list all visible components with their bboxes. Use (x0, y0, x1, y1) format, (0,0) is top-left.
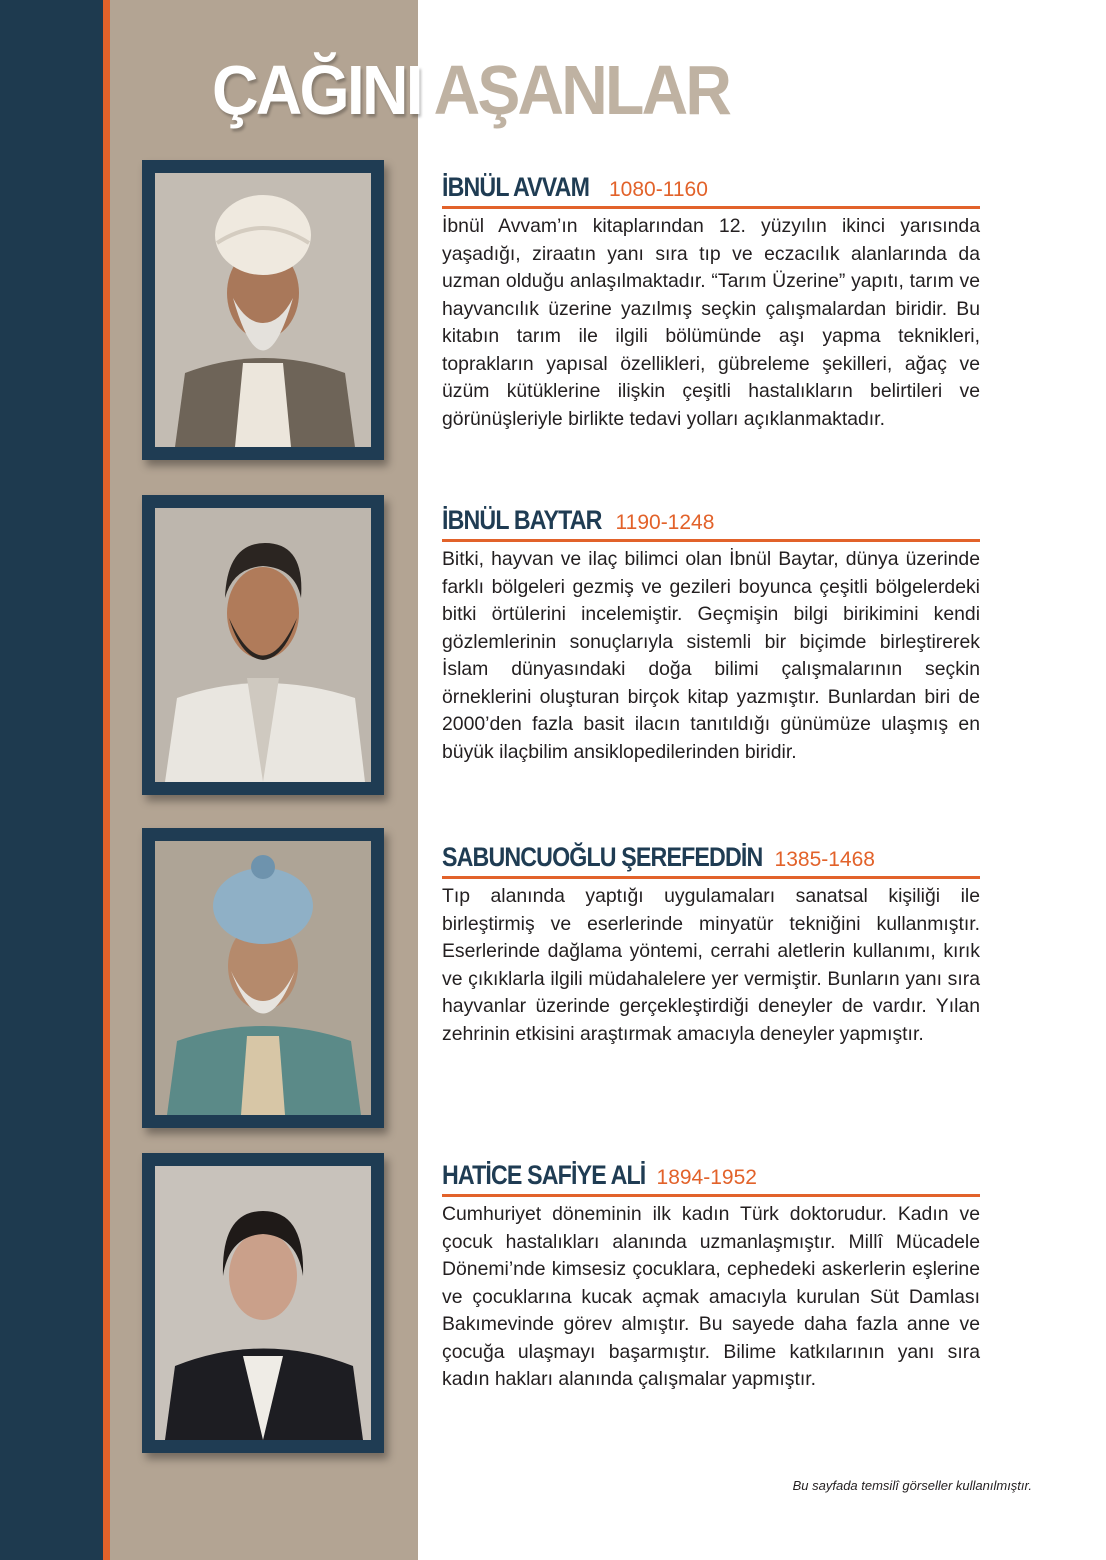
entry-text: Cumhuriyet döneminin ilk kadın Türk doktorudur. Kadın ve çocuk hastalıkları alanında uzmanlaşmıştır. Millî Mücadele Dönemi’nde kimsesiz çocuklara, cephedeki askerlerin eşlerine ve çocuklarına kucak açmak amacıyla kurulan Süt Damlası Bakımevinde görev almıştır. Bu sayede daha fazla anne ve çocuğa ulaşmayı başarmıştır. Bilime katkılarının yanı sıra kadın hakları alanında çalışmalar yapmıştır. (442, 1203, 980, 1390)
title-word-2: AŞANLAR (433, 51, 730, 129)
entry-name: İBNÜL BAYTAR (442, 505, 602, 535)
entry-heading (442, 505, 980, 542)
entry-years: 1190-1248 (615, 511, 715, 534)
left-dark-strip (0, 0, 103, 1560)
entry-name: SABUNCUOĞLU ŞEREFEDDİN (442, 842, 763, 872)
entry-name: İBNÜL AVVAM (442, 172, 590, 202)
portrait-frame-sabuncuoglu (142, 828, 384, 1128)
entry-years: 1894-1952 (656, 1166, 757, 1189)
portrait-ibnul-baytar (155, 508, 371, 782)
page-title (212, 50, 729, 130)
entry-heading (442, 172, 980, 209)
entry-name: HATİCE SAFİYE ALİ (442, 1160, 646, 1190)
portrait-frame-ibnul-avvam (142, 160, 384, 460)
footnote: Bu sayfada temsilî görseller kullanılmıştır. (792, 1478, 1032, 1493)
portrait-hatice-safiye-ali (155, 1166, 371, 1440)
left-accent-strip (103, 0, 110, 1560)
entry-heading (442, 1160, 980, 1197)
entry-text: Bitki, hayvan ve ilaç bilimci olan İbnül Baytar, dünya üzerinde farklı bölgeleri gezmiş ve gezileri boyunca çeşitli bölgelerdeki bitki örtülerini incelemiştir. Geçmişin bilgi birikimini kendi gözlemlerinin sonuçlarıyla sistemli bir biçimde birleştirerek İslam dünyasındaki doğa bilimi çalışmalarının seçkin örneklerini oluşturan birçok kitap yazmıştır. Bunlardan biri de 2000’den fazla basit ilacın tanıtıldığı günümüze ulaşmış en büyük ilaçbilim ansiklopedilerinden biridir. (442, 548, 980, 763)
entry-hatice-safiye-ali (442, 1160, 980, 1413)
entry-ibnul-avvam (442, 172, 980, 452)
entry-text: İbnül Avvam’ın kitaplarından 12. yüzyılın ikinci yarısında yaşadığı, ziraatın yanı sıra tıp ve eczacılık alanlarında da uzman olduğu anlaşılmaktadır. “Tarım Üzerine” yapıtı, tarım ve hayvancılık üzerine yazılmış seçkin çalışmalardan biridir. Bu kitabın tarım ile ilgili bölümünde aşı yapma teknikleri, toprakların yapısal özellikleri, gübreleme şekilleri, ağaç ve üzüm kütüklerine ilişkin çeşitli hastalıkların belirtileri ve görünüşleriyle birlikte tedavi yolları açıklanmaktadır. (442, 215, 980, 430)
portrait-frame-hatice-safiye-ali (142, 1153, 384, 1453)
entry-text: Tıp alanında yaptığı uygulamaları sanatsal kişiliği ile birleştirmiş ve eserlerinde minyatür tekniğini kullanmıştır. Eserlerinde dağlama yöntemi, cerrahi aletlerin kullanımı, kırık ve çıkıklarla ilgili müdahalelere yer vermiştir. Bunların yanı sıra hayvanlar üzerinde gerçekleştirdiği deneyler de vardır. Yılan zehrinin etkisini araştırmak amacıyla deneyler yapmıştır. (442, 885, 980, 1045)
entry-sabuncuoglu (442, 842, 980, 1067)
entry-ibnul-baytar (442, 505, 980, 785)
title-word-1: ÇAĞINI (212, 51, 421, 129)
portrait-frame-ibnul-baytar (142, 495, 384, 795)
portrait-ibnul-avvam (155, 173, 371, 447)
entry-years: 1080-1160 (609, 178, 708, 201)
entry-heading (442, 842, 980, 879)
entry-years: 1385-1468 (774, 848, 875, 871)
portrait-sabuncuoglu (155, 841, 371, 1115)
